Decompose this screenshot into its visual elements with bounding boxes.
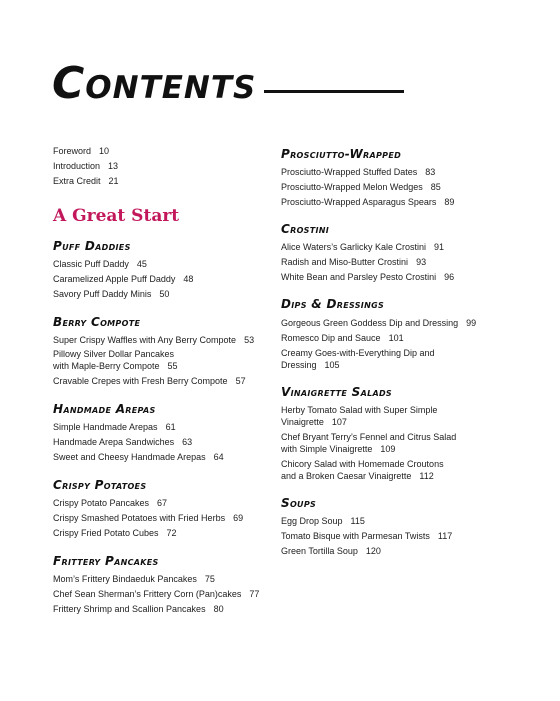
toc-entry[interactable]	[53, 259, 147, 270]
toc-entry[interactable]	[281, 257, 426, 268]
entry-page: 10	[99, 146, 110, 156]
entry-label: Frittery Shrimp and Scallion Pancakes	[53, 604, 206, 614]
toc-entry[interactable]	[281, 432, 456, 443]
toc-entry[interactable]	[281, 471, 434, 482]
entry-label: Alice Waters’s Garlicky Kale Crostini	[281, 242, 427, 252]
entry-label: Cravable Crepes with Fresh Berry Compote	[53, 376, 228, 386]
entry-label: Mom’s Frittery Bindaeduk Pancakes	[53, 574, 197, 584]
toc-entry[interactable]	[281, 318, 476, 329]
toc-entry[interactable]	[53, 176, 119, 187]
entry-page: 75	[204, 574, 215, 584]
toc-entry[interactable]	[281, 197, 454, 208]
entry-page: 13	[108, 161, 119, 171]
entry-page: 67	[157, 498, 168, 508]
toc-entry[interactable]	[53, 335, 254, 346]
entry-page: 72	[166, 528, 177, 538]
entry-label: Green Tortilla Soup	[281, 546, 358, 556]
section-heading: Dips & Dressings	[281, 297, 385, 311]
toc-entry[interactable]	[281, 516, 365, 527]
toc-entry[interactable]	[281, 333, 404, 344]
section-heading: Crispy Potatoes	[53, 478, 147, 492]
entry-page: 45	[136, 259, 147, 269]
toc-entry[interactable]	[281, 417, 347, 428]
entry-page: 53	[244, 335, 255, 345]
entry-label: Crispy Potato Pancakes	[53, 498, 150, 508]
toc-entry[interactable]	[53, 528, 177, 539]
entry-label: Chef Sean Sherman’s Frittery Corn (Pan)cakes	[53, 589, 242, 599]
toc-entry[interactable]	[53, 589, 259, 600]
entry-label: with Maple-Berry Compote	[53, 361, 160, 371]
entry-label: and a Broken Caesar Vinaigrette	[281, 471, 412, 481]
entry-label: Egg Drop Soup	[281, 516, 343, 526]
toc-entry[interactable]	[53, 437, 192, 448]
toc-entry[interactable]	[53, 574, 215, 585]
toc-entry[interactable]	[281, 459, 444, 470]
toc-entry[interactable]	[53, 349, 174, 360]
entry-page: 83	[425, 167, 436, 177]
toc-entry[interactable]	[53, 452, 224, 463]
entry-page: 63	[182, 437, 193, 447]
entry-page: 105	[324, 360, 340, 370]
toc-entry[interactable]	[281, 405, 437, 416]
entry-label: Handmade Arepa Sandwiches	[53, 437, 175, 447]
entry-label: Romesco Dip and Sauce	[281, 333, 381, 343]
entry-page: 109	[380, 444, 396, 454]
section-heading: Handmade Arepas	[53, 402, 156, 416]
entry-page: 57	[235, 376, 246, 386]
section-heading: Prosciutto-Wrapped	[281, 147, 402, 161]
toc-entry[interactable]	[53, 146, 109, 157]
entry-label: Extra Credit	[53, 176, 101, 186]
entry-label: Foreword	[53, 146, 92, 156]
entry-label: Chicory Salad with Homemade Croutons	[281, 459, 444, 469]
entry-page: 101	[388, 333, 404, 343]
entry-page: 89	[444, 197, 455, 207]
entry-page: 93	[416, 257, 427, 267]
entry-label: Sweet and Cheesy Handmade Arepas	[53, 452, 206, 462]
entry-page: 115	[350, 516, 365, 526]
entry-label: Herby Tomato Salad with Super Simple	[281, 405, 438, 415]
toc-entry[interactable]	[281, 242, 444, 253]
toc-entry[interactable]	[53, 513, 243, 524]
entry-label: Tomato Bisque with Parmesan Twists	[281, 531, 430, 541]
entry-page: 85	[430, 182, 441, 192]
toc-entry[interactable]	[53, 422, 176, 433]
part-title: A Great Start	[53, 206, 180, 226]
entry-label: Radish and Miso-Butter Crostini	[281, 257, 409, 267]
toc-entry[interactable]	[281, 360, 340, 371]
entry-label: Vinaigrette	[281, 417, 324, 427]
toc-entry[interactable]	[53, 289, 169, 300]
section-heading: Crostini	[281, 222, 330, 236]
entry-label: Prosciutto-Wrapped Stuffed Dates	[281, 167, 418, 177]
section-heading: Berry Compote	[53, 315, 141, 329]
toc-entry[interactable]	[281, 167, 435, 178]
entry-label: Crispy Fried Potato Cubes	[53, 528, 159, 538]
entry-page: 96	[444, 272, 455, 282]
entry-label: Prosciutto-Wrapped Melon Wedges	[281, 182, 423, 192]
toc-entry[interactable]	[281, 272, 454, 283]
toc-entry[interactable]	[53, 274, 193, 285]
title-rule	[264, 90, 404, 93]
entry-label: Prosciutto-Wrapped Asparagus Spears	[281, 197, 437, 207]
page-title: Contents	[52, 58, 257, 109]
entry-label: Caramelized Apple Puff Daddy	[53, 274, 176, 284]
toc-entry[interactable]	[53, 361, 178, 372]
entry-label: Introduction	[53, 161, 101, 171]
entry-label: Savory Puff Daddy Minis	[53, 289, 152, 299]
entry-label: Classic Puff Daddy	[53, 259, 129, 269]
entry-label: Super Crispy Waffles with Any Berry Compote	[53, 335, 237, 345]
entry-label: Dressing	[281, 360, 317, 370]
entry-page: 80	[213, 604, 224, 614]
toc-entry[interactable]	[281, 444, 395, 455]
section-heading: Puff Daddies	[53, 239, 131, 253]
entry-page: 64	[213, 452, 224, 462]
entry-label: Gorgeous Green Goddess Dip and Dressing	[281, 318, 459, 328]
entry-label: Chef Bryant Terry’s Fennel and Citrus Salad	[281, 432, 457, 442]
entry-page: 107	[331, 417, 347, 427]
entry-label: White Bean and Parsley Pesto Crostini	[281, 272, 437, 282]
toc-entry[interactable]	[281, 348, 435, 359]
toc-entry[interactable]	[53, 604, 224, 615]
entry-page: 112	[419, 471, 434, 481]
entry-label: Crispy Smashed Potatoes with Fried Herbs	[53, 513, 226, 523]
section-heading: Frittery Pancakes	[53, 554, 159, 568]
entry-page: 117	[437, 531, 453, 541]
entry-label: Pillowy Silver Dollar Pancakes	[53, 349, 175, 359]
entry-page: 50	[159, 289, 170, 299]
entry-page: 91	[434, 242, 445, 252]
entry-page: 48	[183, 274, 194, 284]
section-heading: Vinaigrette Salads	[281, 385, 392, 399]
entry-page: 99	[466, 318, 477, 328]
entry-label: Simple Handmade Arepas	[53, 422, 158, 432]
toc-entry[interactable]	[53, 161, 118, 172]
entry-page: 61	[165, 422, 176, 432]
toc-entry[interactable]	[281, 182, 441, 193]
section-heading: Soups	[281, 496, 317, 510]
entry-label: Creamy Goes-with-Everything Dip and	[281, 348, 435, 358]
contents-header	[52, 58, 404, 109]
toc-entry[interactable]	[53, 498, 167, 509]
toc-entry[interactable]	[53, 376, 246, 387]
toc-entry[interactable]	[281, 531, 452, 542]
entry-page: 21	[108, 176, 119, 186]
entry-page: 120	[365, 546, 381, 556]
entry-page: 77	[249, 589, 260, 599]
entry-page: 55	[167, 361, 178, 371]
toc-entry[interactable]	[281, 546, 381, 557]
entry-label: with Simple Vinaigrette	[281, 444, 373, 454]
entry-page: 69	[233, 513, 244, 523]
